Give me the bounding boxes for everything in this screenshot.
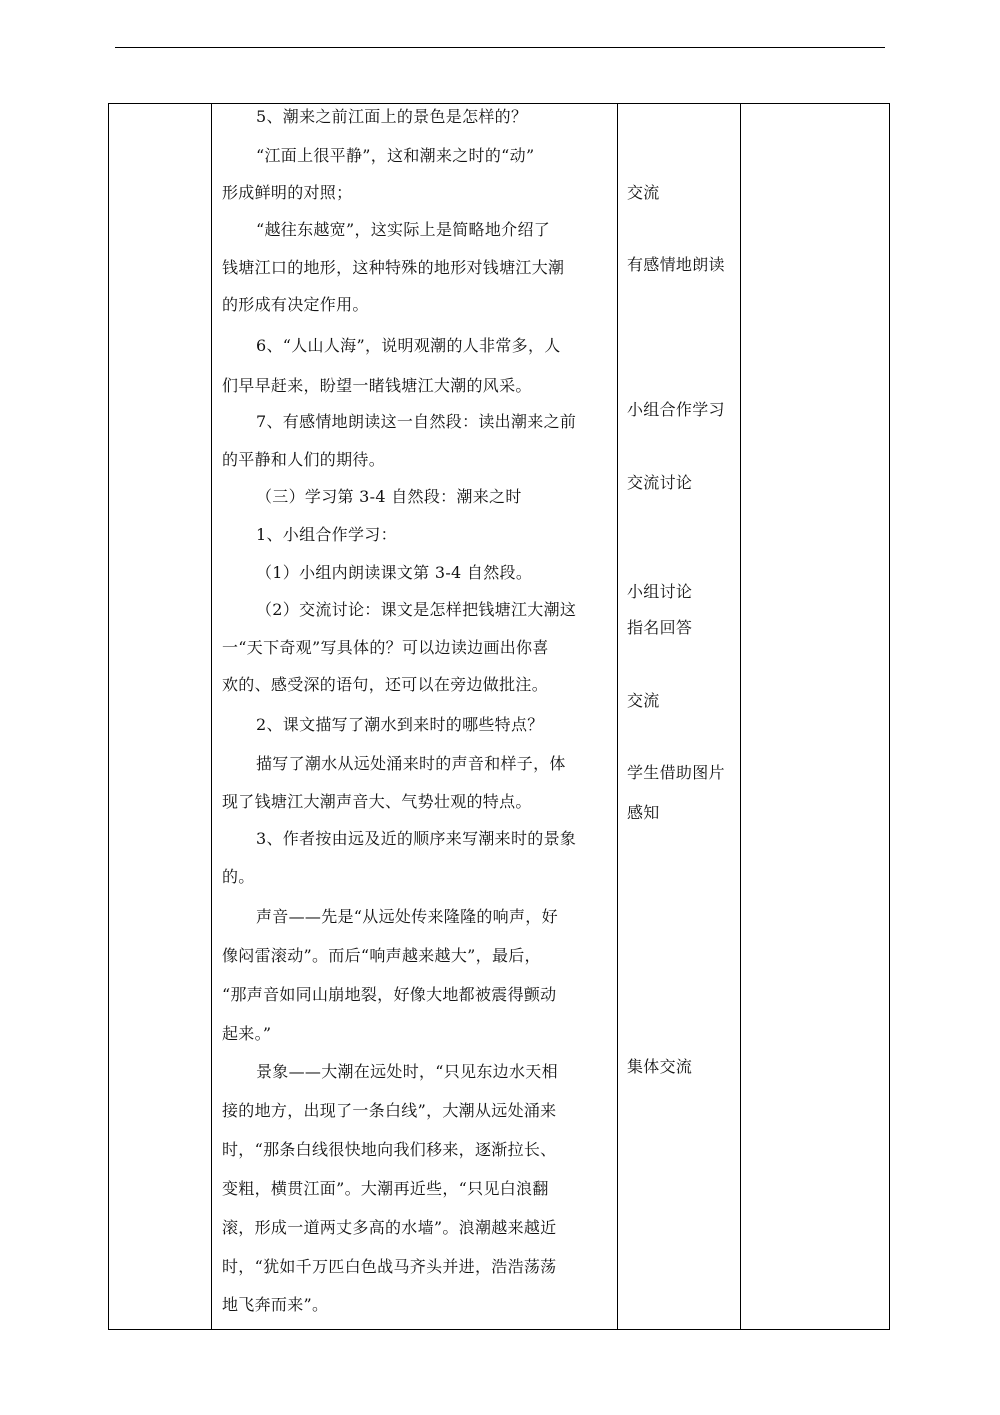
content-line: 的平静和人们的期待。 (222, 450, 386, 469)
content-line: 5、潮来之前江面上的景色是怎样的？ (256, 107, 528, 126)
content-line: 起来。” (222, 1024, 272, 1043)
activity-line: 小组讨论 (627, 582, 693, 601)
activity-line: 交流讨论 (627, 473, 693, 492)
content-line: 接的地方，出现了一条白线”，大潮从远处涌来 (222, 1101, 557, 1120)
column-divider-1 (211, 104, 212, 1329)
content-line: 7、有感情地朗读这一自然段：读出潮来之前 (256, 412, 577, 431)
content-line: 1、小组合作学习： (256, 525, 397, 544)
column-divider-2 (617, 104, 618, 1329)
content-line: 钱塘江口的地形，这种特殊的地形对钱塘江大潮 (222, 258, 565, 277)
content-line: 时，“那条白线很快地向我们移来，逐渐拉长、 (222, 1140, 557, 1159)
content-line: 欢的、感受深的语句，还可以在旁边做批注。 (222, 675, 549, 694)
content-line: 形成鲜明的对照； (222, 183, 353, 202)
content-line: “越往东越宽”，这实际上是简略地介绍了 (256, 220, 551, 239)
content-line: 声音——先是“从远处传来隆隆的响声，好 (256, 907, 558, 926)
content-line: 地飞奔而来”。 (222, 1295, 329, 1314)
content-line: （1）小组内朗读课文第 3-4 自然段。 (256, 563, 533, 582)
content-line: 6、“人山人海”，说明观潮的人非常多，人 (256, 336, 561, 355)
activity-line: 集体交流 (627, 1057, 693, 1076)
activity-line: 指名回答 (627, 618, 693, 637)
activity-line: 小组合作学习 (627, 400, 725, 419)
content-line: 3、作者按由远及近的顺序来写潮来时的景象 (256, 829, 577, 848)
activity-line: 有感情地朗读 (627, 255, 725, 274)
content-line: 的形成有决定作用。 (222, 295, 369, 314)
content-line: 们早早赶来，盼望一睹钱塘江大潮的风采。 (222, 376, 532, 395)
content-line: 2、课文描写了潮水到来时的哪些特点？ (256, 715, 544, 734)
column-divider-3 (740, 104, 741, 1329)
content-line: 变粗，横贯江面”。大潮再近些，“只见白浪翻 (222, 1179, 549, 1198)
activity-line: 学生借助图片 (627, 763, 725, 782)
header-rule (115, 47, 885, 48)
content-line: 像闷雷滚动”。而后“响声越来越大”，最后， (222, 946, 541, 965)
content-line: “那声音如同山崩地裂，好像大地都被震得颤动 (222, 985, 557, 1004)
activity-line: 感知 (627, 803, 660, 822)
content-line: 的。 (222, 867, 255, 886)
content-line: 时，“犹如千万匹白色战马齐头并进，浩浩荡荡 (222, 1257, 557, 1276)
content-line: 现了钱塘江大潮声音大、气势壮观的特点。 (222, 792, 532, 811)
content-line: 描写了潮水从远处涌来时的声音和样子，体 (256, 754, 566, 773)
content-line: “江面上很平静”，这和潮来之时的“动” (256, 146, 535, 165)
content-line: （2）交流讨论：课文是怎样把钱塘江大潮这 (256, 600, 577, 619)
content-line: 一“天下奇观”写具体的？可以边读边画出你喜 (222, 638, 549, 657)
activity-line: 交流 (627, 691, 660, 710)
content-line: 滚，形成一道两丈多高的水墙”。浪潮越来越近 (222, 1218, 557, 1237)
content-line: （三）学习第 3-4 自然段：潮来之时 (256, 487, 522, 506)
content-line: 景象——大潮在远处时，“只见东边水天相 (256, 1062, 558, 1081)
activity-line: 交流 (627, 183, 660, 202)
